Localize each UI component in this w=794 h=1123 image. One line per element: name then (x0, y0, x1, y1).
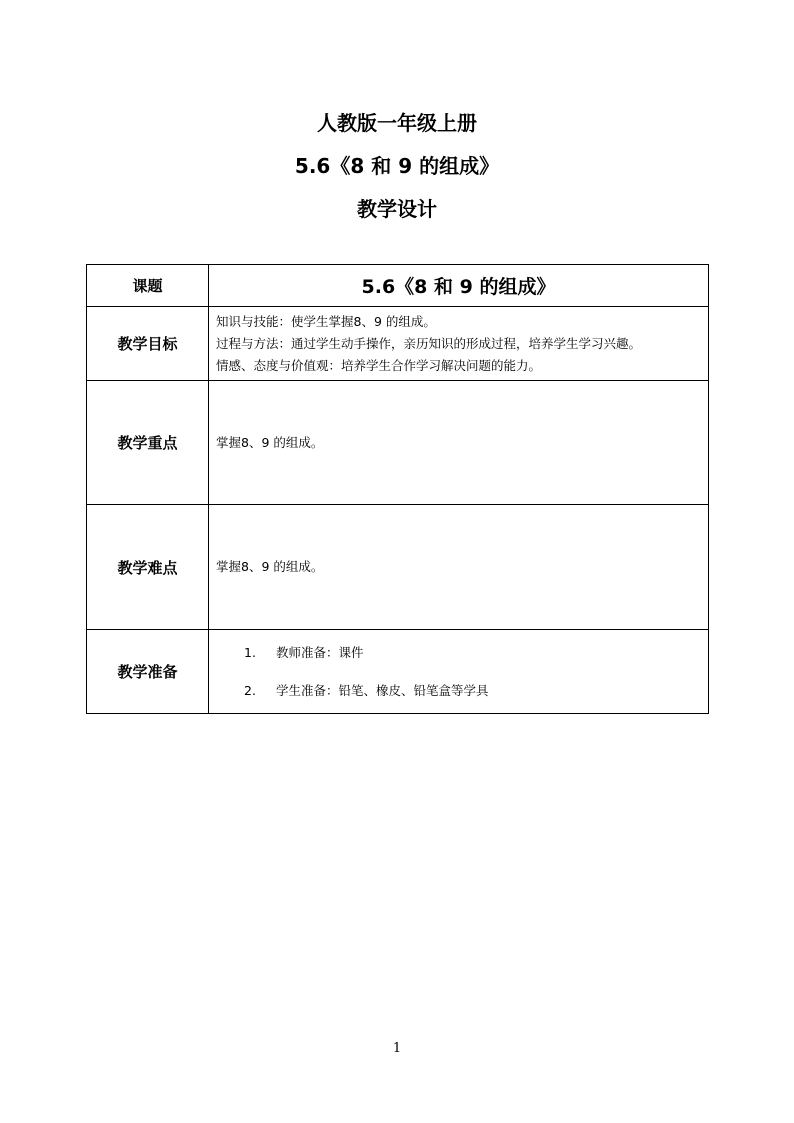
list-item-text: 学生准备：铅笔、橡皮、铅笔盒等学具 (276, 682, 489, 698)
goals-content (209, 307, 709, 381)
goal-attitude: 情感、态度与价值观：培养学生合作学习解决问题的能力。 (216, 357, 542, 373)
difficulties-label: 教学难点 (87, 505, 209, 630)
row-preparation (87, 630, 709, 714)
goal-process: 过程与方法：通过学生动手操作，亲历知识的形成过程，培养学生学习兴趣。 (216, 335, 642, 351)
difficulties-content: 掌握8、9 的组成。 (209, 505, 709, 630)
key-points-label: 教学重点 (87, 381, 209, 505)
list-item-number: 1. (244, 644, 256, 660)
subject-label: 课题 (87, 265, 209, 307)
goals-label: 教学目标 (87, 307, 209, 381)
key-points-content: 掌握8、9 的组成。 (209, 381, 709, 505)
title-doc-type: 教学设计 (357, 197, 437, 221)
lesson-plan-table (86, 264, 709, 714)
subject-value: 5.6《8 和 9 的组成》 (209, 265, 709, 307)
row-difficulties (87, 505, 709, 630)
page-number: 1 (392, 1041, 402, 1056)
list-item (216, 644, 708, 662)
list-item (216, 682, 708, 700)
row-key-points (87, 381, 709, 505)
title-lesson: 5.6《8 和 9 的组成》 (294, 154, 500, 178)
list-item-text: 教师准备：课件 (276, 644, 364, 660)
row-subject (87, 265, 709, 307)
document-title (0, 102, 794, 231)
title-textbook: 人教版一年级上册 (317, 111, 477, 135)
preparation-label: 教学准备 (87, 630, 209, 714)
row-goals (87, 307, 709, 381)
preparation-content (209, 630, 709, 714)
preparation-list (216, 644, 708, 700)
goal-knowledge: 知识与技能：使学生掌握8、9 的组成。 (216, 313, 436, 329)
list-item-number: 2. (244, 682, 256, 698)
